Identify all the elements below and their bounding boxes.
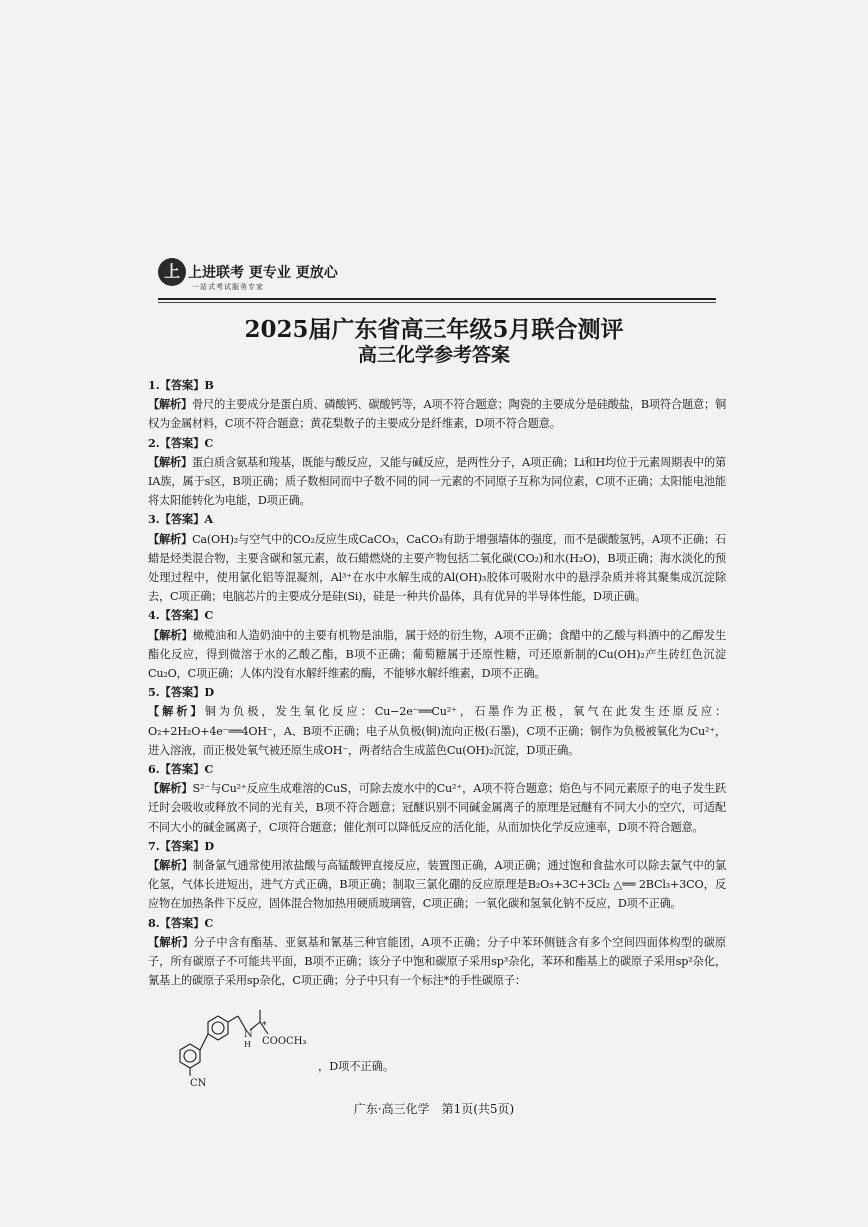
- explanation-3: [148, 530, 726, 607]
- aromatic-circle-lower: [184, 1050, 196, 1062]
- cn-label: CN: [190, 1078, 207, 1089]
- explanation-1: [148, 395, 726, 433]
- explanation-tag: 【解析】: [148, 454, 192, 469]
- answer-3: 3.【答案】A: [148, 512, 214, 527]
- explanation-5: [148, 702, 726, 760]
- answer-8: 8.【答案】C: [148, 915, 214, 930]
- logo-icon: 上: [158, 258, 186, 286]
- logo-slogan: 上进联考 更专业 更放心: [188, 265, 338, 281]
- answer-2: 2.【答案】C: [148, 435, 214, 450]
- explanation-text: 铜为负极，发生氧化反应：Cu−2e⁻══Cu²⁺，石墨作为正极，氧气在此发生还原反应：O₂+2H₂O+4e⁻══4OH⁻，A、B项不正确；电子从负极(铜)流向正极(石墨)，C项不正确；铜作为负极被氧化为Cu²⁺，进入溶液，而正极处氧气被还原生成OH⁻，两者结合生成蓝色Cu(OH)₂沉淀，D项正确。: [148, 705, 726, 757]
- explanation-text: Ca(OH)₂与空气中的CO₂反应生成CaCO₃，CaCO₃有助于增强墙体的强度，而不是碳酸氢钙，A项不正确；石蜡是烃类混合物，主要含碳和氢元素，故石蜡燃烧的主要产物包括二氧化碳(CO₂)和水(H₂O)，B项正确；海水淡化的预处理过程中，使用氯化铝等混凝剂，Al³⁺在水中水解生成的Al(OH)₃胶体可吸附水中的悬浮杂质并将其聚集成沉淀除去，C项正确；电脑芯片的主要成分是硅(Si)，硅是一种共价晶体，具有优异的半导体性能，D项正确。: [148, 532, 726, 604]
- page-footer: 广东·高三化学 第1页(共5页): [353, 1102, 515, 1116]
- chiral-star: *: [262, 1021, 267, 1031]
- explanation-text: 橄榄油和人造奶油中的主要有机物是油脂，属于烃的衍生物，A项不正确；食醋中的乙酸与料酒中的乙醇发生酯化反应，得到微溶于水的乙酸乙酯，B项不正确；葡萄糖属于还原性糖，可还原新制的Cu(OH)₂产生砖红色沉淀Cu₂O，C项正确；人体内没有水解纤维素的酶，不能够水解纤维素，D项不正确。: [148, 628, 726, 681]
- answer-6: 6.【答案】C: [148, 762, 214, 777]
- explanation-text: 骨尺的主要成分是蛋白质、磷酸钙、碳酸钙等，A项不符合题意；陶瓷的主要成分是硅酸盐，B项符合题意；铜权为金属材料，C项不符合题意；黄花梨数子的主要成分是纤维素，D项不符合题意。: [148, 398, 726, 431]
- explanation-text: 蛋白质含氨基和羧基，既能与酸反应，又能与碱反应，是两性分子，A项正确；Li和H均位于元素周期表中的第ⅠA族，属于s区，B项正确；质子数相同而中子数不同的同一元素的不同原子互称为同位素，C项不正确；太阳能电池能将太阳能转化为电能，D项正确。: [148, 455, 726, 508]
- explanation-tag: 【解析】: [148, 781, 193, 796]
- explanation-7: [148, 856, 726, 914]
- explanation-6: [148, 779, 726, 837]
- answer-list: [148, 376, 726, 991]
- header-rule: [158, 298, 716, 300]
- explanation-8: [148, 933, 726, 991]
- chain-bond-2: [238, 1016, 246, 1030]
- nh-label-h: H: [244, 1040, 251, 1049]
- page-subtitle: 高三化学参考答案: [357, 344, 510, 366]
- publisher-logo: [158, 258, 358, 298]
- ester-label: COOCH₃: [262, 1036, 307, 1047]
- answer-1: 1.【答案】B: [148, 378, 214, 392]
- answer-4: 4.【答案】C: [148, 608, 214, 623]
- page-title: 2025届广东省高三年级5月联合测评: [244, 316, 624, 343]
- biaryl-bond: [200, 1034, 208, 1050]
- explanation-tag: 【解析】: [148, 627, 193, 642]
- explanation-tag: 【解析】: [148, 934, 194, 949]
- chemical-structure: [168, 1010, 318, 1090]
- chain-bond-1: [228, 1016, 238, 1022]
- explanation-2: [148, 453, 726, 511]
- explanation-text: 分子中含有酯基、亚氨基和氰基三种官能团，A项不正确；分子中苯环侧链含有多个空间四面体构型的碳原子，所有碳原子不可能共平面，B项不正确；该分子中饱和碳原子采用sp³杂化，苯环和酯基上的碳原子采用sp²杂化，氰基上的碳原子采用sp杂化，C项正确；分子中只有一个标注*的手性碳原子：: [148, 935, 726, 988]
- chem-tail-text: ，D项不正确。: [318, 1060, 395, 1073]
- header-rule-thin: [158, 302, 716, 303]
- benzene-ring-lower: [180, 1044, 200, 1068]
- explanation-text: S²⁻与Cu²⁺反应生成难溶的CuS，可除去废水中的Cu²⁺，A项不符合题意；焰色与不同元素原子的电子发生跃迁时会吸收或释放不同的光有关，B项不符合题意；冠醚识别不同碱金属离子的原理是冠醚有不同大小的空穴，可适配不同大小的碱金属离子，C项符合题意；催化剂可以降低反应的活化能，从而加快化学反应速率，D项不符合题意。: [148, 782, 727, 834]
- nh-label-n: N: [244, 1029, 253, 1040]
- aromatic-circle-upper: [212, 1022, 224, 1034]
- explanation-4: [148, 626, 726, 684]
- explanation-text: 制备氯气通常使用浓盐酸与高锰酸钾直接反应，装置图正确，A项正确；通过饱和食盐水可以除去氯气中的氯化氢，气体长进短出，进气方式正确，B项正确；制取三氯化硼的反应原理是B₂O₃+3C+3Cl₂ △══ 2BCl₃+3CO，反应物在加热条件下反应，固体混合物加热用硬质玻璃管，C项正确；一氧化碳和氢氧化钠不反应，D项不正确。: [148, 859, 726, 911]
- explanation-tag: 【解析】: [148, 531, 193, 546]
- answer-5: 5.【答案】D: [148, 685, 215, 700]
- explanation-tag: 【解析】: [148, 858, 193, 873]
- explanation-tag: 【解析】: [148, 704, 205, 719]
- benzene-ring-upper: [208, 1016, 228, 1040]
- explanation-tag: 【解析】: [148, 397, 193, 412]
- logo-tagline: 一站式考试服务专家: [192, 283, 264, 291]
- answer-7: 7.【答案】D: [148, 838, 215, 853]
